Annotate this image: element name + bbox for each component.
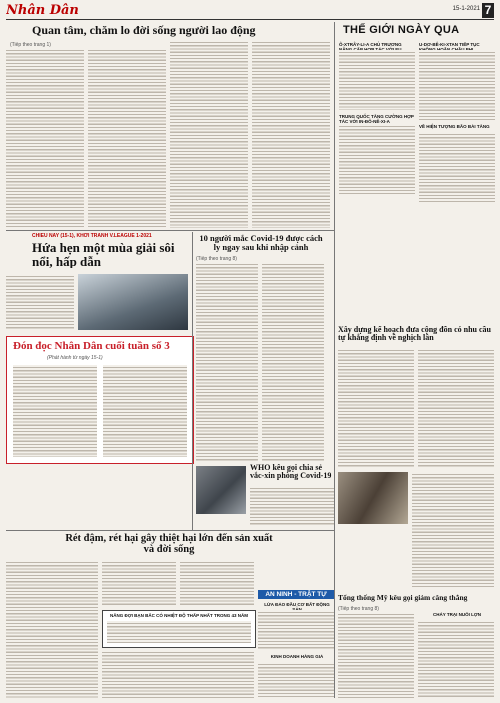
cold-notice-box (102, 610, 256, 648)
column-rule-1 (192, 232, 193, 530)
side-photo (338, 472, 408, 524)
who-story-title: WHO kêu gọi chia sẻ vắc-xin phòng Covid-19 (250, 464, 332, 481)
security-box-title: AN NINH - TRẬT TỰ (258, 590, 334, 599)
covid-column-2 (262, 262, 324, 462)
who-column-1 (250, 486, 334, 526)
world-box-title: THẾ GIỚI NGÀY QUA (343, 24, 460, 36)
cold-column-2 (102, 560, 176, 606)
world-item-4-text (419, 132, 495, 202)
cold-story-title: Rét đậm, rét hại gây thiệt hại lớn đến sản xuất và đời sống (65, 533, 273, 556)
world-box (334, 22, 497, 322)
football-photo (78, 274, 188, 330)
football-title: Hứa hẹn một mùa giải sôi nổi, hấp dẫn (32, 241, 175, 269)
asean-column-1 (338, 348, 414, 468)
covid-story-title: 10 người mắc Covid-19 được cách ly ngay sau khi nhập cảnh (199, 234, 323, 252)
world-item-1-text (339, 50, 415, 110)
security-item-3: CHÁY TRẠI NUÔI LỢN (432, 612, 481, 617)
issue-date: 15-1-2021 (452, 6, 480, 12)
section-divider (6, 230, 334, 231)
read-box-column-1 (13, 365, 97, 457)
top-story-title: Quan tâm, chăm lo đời sống người lao động (32, 24, 256, 37)
us-column-2 (418, 620, 494, 698)
security-item-2: KINH DOANH HÀNG GIẢ (270, 654, 324, 659)
top-story-column-2 (88, 48, 166, 228)
covid-column-1 (196, 262, 258, 462)
top-story-column-4 (252, 40, 330, 228)
world-item-3: U-DƠ-BÊ-KI-XTAN TIẾP TỤC (419, 42, 480, 47)
us-story-source: (Tiếp theo trang 8) (338, 606, 379, 612)
covid-story-source: (Tiếp theo trang 8) (196, 256, 237, 262)
football-kicker: CHIỀU NAY (15-1), KHỞI TRANH V.LEAGUE 1-2021 (32, 233, 152, 239)
column-rule-2 (334, 322, 335, 698)
read-box-column-2 (103, 365, 187, 457)
newspaper-name: Nhân Dân (6, 3, 79, 18)
cold-column-4 (102, 650, 254, 698)
top-story-column-1 (6, 48, 84, 228)
top-story-column-3 (170, 40, 248, 228)
security-item-2-text (258, 662, 334, 698)
world-item-2-text (339, 124, 415, 194)
us-column-1 (338, 612, 414, 698)
asean-story-title: Xây dựng kế hoạch đưa cộng đồn có nhu cầu tự khẳng định về nghịch lân (338, 326, 491, 343)
world-item-2: TRUNG QUỐC TĂNG CƯỜNG HỢP TÁC VỚI IN-ĐÔ-NÊ-XI-A (339, 114, 414, 124)
world-item-4: VỀ HIỆN TƯỢNG BÃO BÀI TĂNG (419, 124, 490, 129)
us-story-title: Tổng thống Mỹ kêu gọi giảm căng thẳng (338, 594, 468, 602)
world-item-3-text (419, 50, 495, 120)
cold-notice-title: NẮNG ĐỢI BẠN BẤC CÓ NHIỆT ĐỘ THẤP NHẤT TRONG 43 NĂM (109, 613, 248, 618)
read-box-title: Đón đọc Nhân Dân cuối tuần số 3 (13, 340, 170, 352)
cold-notice-text (107, 621, 251, 643)
side-column-text (412, 472, 494, 588)
who-photo (196, 466, 246, 514)
security-item-1: LỪA ĐẢO ĐẦU CƠ BẤT ĐỘNG (264, 602, 330, 607)
read-box-subtitle: (Phát hành từ ngày 15-1) (47, 355, 103, 361)
masthead (6, 3, 494, 20)
top-story-source: (Tiếp theo trang 1) (10, 42, 51, 48)
read-box (6, 336, 194, 464)
asean-column-2 (418, 348, 494, 468)
world-item-1: Ô-XTRÂY-LI-A CHỦ TRƯƠNG (339, 42, 402, 47)
page-number: 7 (482, 3, 494, 18)
security-item-1-text (258, 610, 334, 650)
section-divider-2 (6, 530, 334, 531)
cold-column-3 (180, 560, 254, 606)
football-column-1 (6, 274, 74, 330)
cold-column-1 (6, 560, 98, 698)
